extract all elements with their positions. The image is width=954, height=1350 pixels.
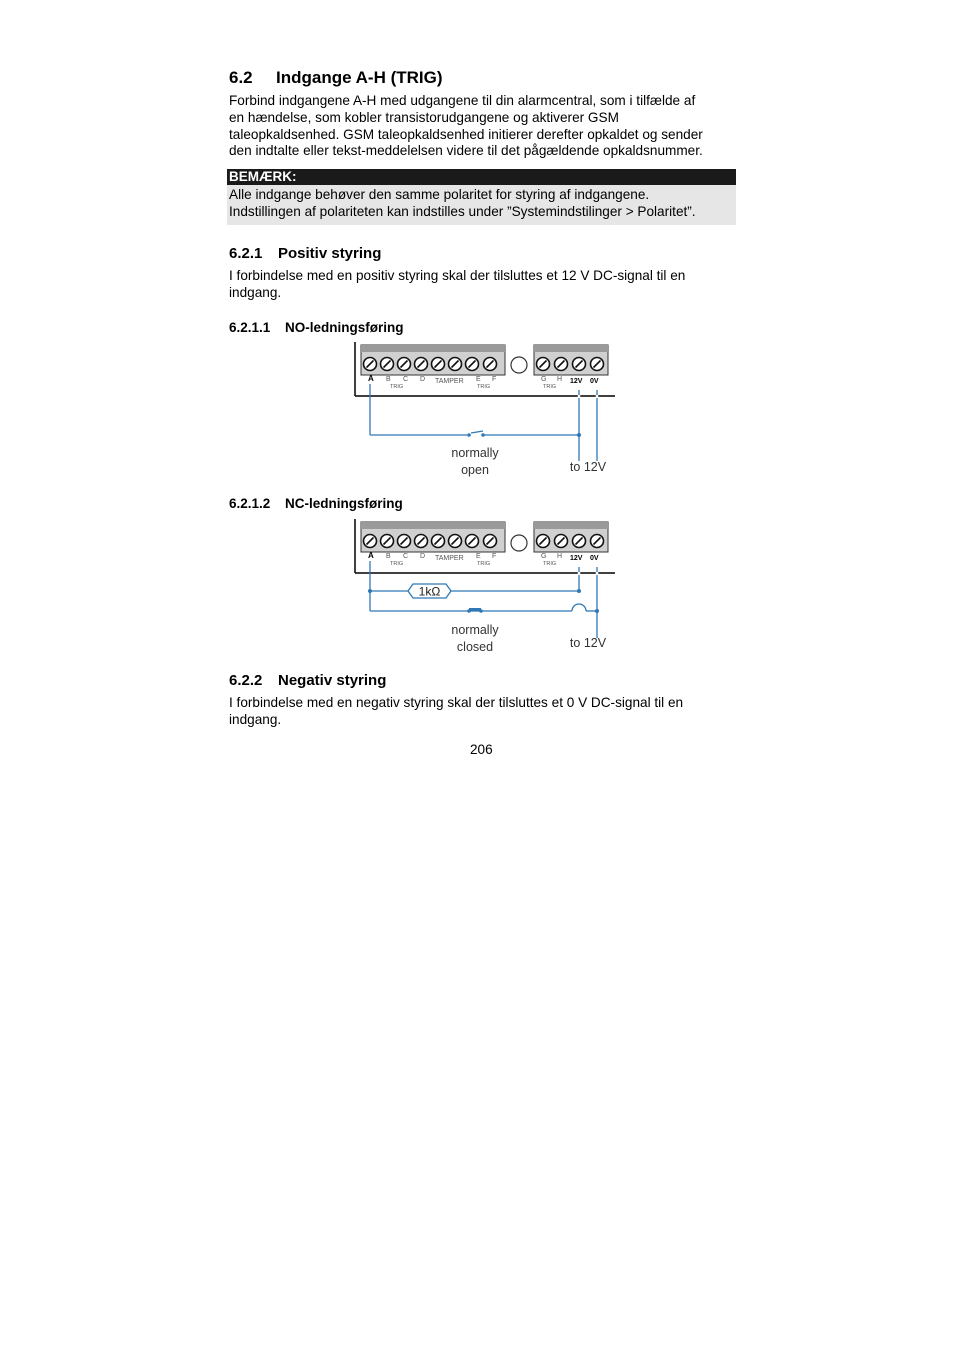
- terminal-label: H: [557, 376, 563, 383]
- terminal-label: G: [541, 376, 547, 383]
- trig-label: TRIG: [390, 384, 404, 390]
- switch-label: normally: [451, 623, 499, 637]
- supply-label: to 12V: [569, 636, 607, 650]
- terminal-label: C: [403, 376, 409, 383]
- v12-label: 12V: [570, 555, 583, 562]
- trig-label: TRIG: [477, 561, 491, 567]
- section-title: Indgange A-H (TRIG): [276, 68, 443, 87]
- subsection-heading: [229, 245, 381, 262]
- subsection-paragraph: [229, 695, 749, 729]
- terminal-label: C: [403, 553, 409, 560]
- note-line: Indstillingen af polariteten kan indstilles under ”Systemindstilinger > Polaritet”.: [229, 203, 696, 219]
- terminal-label: B: [386, 553, 391, 560]
- subsubsection-number: 6.2.1.1: [229, 320, 271, 335]
- section-heading: [229, 68, 443, 88]
- paragraph-line: Forbind indgangene A-H med udgangene til din alarmcentral, som i tilfælde af: [229, 93, 696, 108]
- subsection-title: Positiv styring: [278, 245, 382, 262]
- subsection-heading: [229, 672, 386, 689]
- terminal-label: E: [476, 553, 481, 560]
- nc-wiring-diagram: [350, 515, 615, 660]
- terminal-label: G: [541, 553, 547, 560]
- terminal-label: A: [368, 551, 374, 560]
- tamper-label: TAMPER: [435, 378, 464, 385]
- subsubsection-number: 6.2.1.2: [229, 496, 271, 511]
- supply-label: to 12V: [569, 460, 607, 474]
- subsection-number: 6.2.1: [229, 245, 263, 262]
- switch-label: closed: [456, 640, 494, 654]
- wire-nodes: [368, 589, 599, 613]
- terminal-label: D: [420, 376, 426, 383]
- terminal-label: D: [420, 553, 426, 560]
- no-wiring-diagram: [350, 338, 615, 483]
- subsection-paragraph: [229, 268, 749, 302]
- tamper-label: TAMPER: [435, 555, 464, 562]
- paragraph-line: indgang.: [229, 711, 282, 727]
- subsection-title: Negativ styring: [278, 672, 387, 689]
- paragraph-line: taleopkaldsenhed. GSM taleopkaldsenhed initierer derefter opkaldet og sender: [229, 126, 703, 142]
- note-body: [227, 185, 736, 225]
- paragraph-line: den indtalte eller tekst-meddelelsen videre til det pågældende opkaldsnummer.: [229, 143, 703, 159]
- terminal-label: B: [386, 376, 391, 383]
- note-box: [227, 169, 736, 225]
- section-number: 6.2: [229, 68, 253, 87]
- resistor-label: 1kΩ: [418, 584, 441, 599]
- terminal-label: H: [557, 553, 563, 560]
- paragraph-line: indgang.: [229, 284, 282, 300]
- terminal-label: F: [492, 553, 497, 560]
- trig-label: TRIG: [543, 561, 557, 567]
- terminal-label: E: [476, 376, 481, 383]
- paragraph-line: en hændelse, som kobler transistorudgangene og aktiverer GSM: [229, 109, 619, 125]
- note-label: BEMÆRK:: [227, 169, 736, 185]
- switch-label: normally: [451, 446, 499, 460]
- note-line: Alle indgange behøver den samme polaritet for styring af indgangene.: [229, 187, 650, 202]
- subsection-number: 6.2.2: [229, 672, 263, 689]
- page-number: 206: [470, 742, 493, 757]
- paragraph-line: I forbindelse med en negativ styring skal der tilsluttes et 0 V DC-signal til en: [229, 695, 684, 710]
- subsubsection-title: NO-ledningsføring: [285, 320, 404, 335]
- terminal-label: A: [368, 374, 374, 383]
- v0-label: 0V: [590, 378, 599, 385]
- trig-label: TRIG: [477, 384, 491, 390]
- trig-label: TRIG: [390, 561, 404, 567]
- paragraph-line: I forbindelse med en positiv styring skal der tilsluttes et 12 V DC-signal til en: [229, 268, 686, 283]
- section-paragraph: [229, 93, 749, 160]
- subsubsection-title: NC-ledningsføring: [285, 496, 403, 511]
- subsubsection-heading: [229, 320, 404, 335]
- terminal-label: F: [492, 376, 497, 383]
- subsubsection-heading: [229, 496, 403, 511]
- switch-label: open: [461, 463, 489, 477]
- trig-label: TRIG: [543, 384, 557, 390]
- v12-label: 12V: [570, 378, 583, 385]
- v0-label: 0V: [590, 555, 599, 562]
